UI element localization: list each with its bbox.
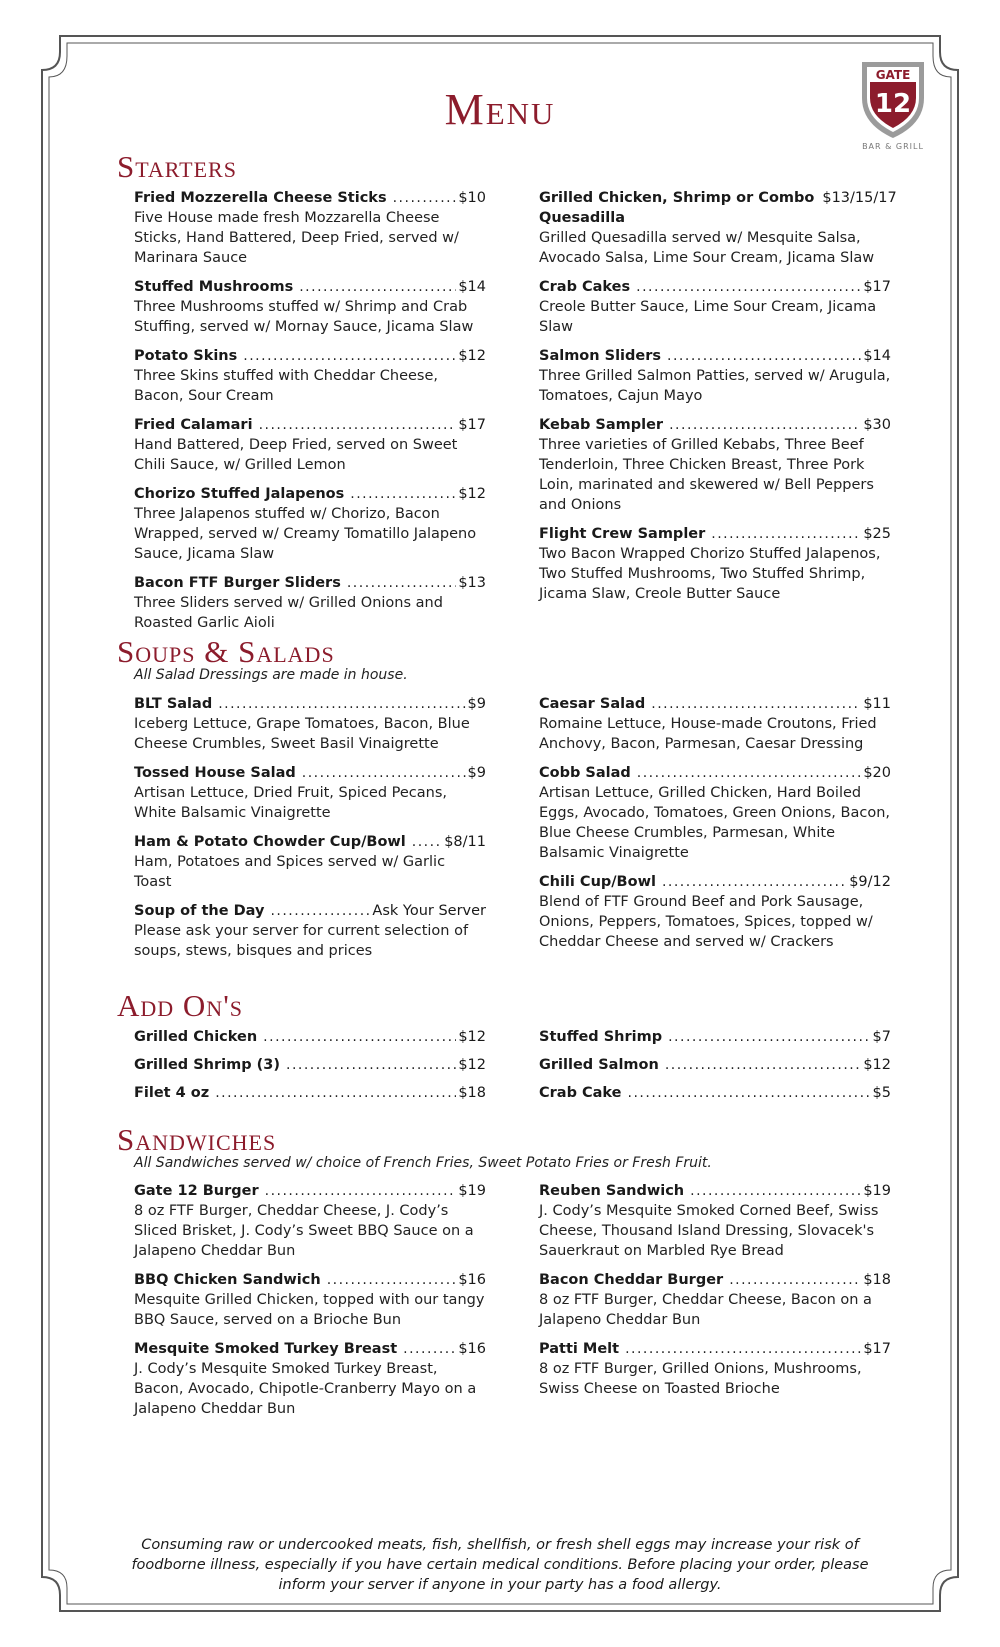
- allergy-disclaimer: Consuming raw or undercooked meats, fish, shellfish, or fresh shell eggs may increase your risk of foodborne illness, especially if you have certain medical conditions. Before placing your order, please inform your server if anyone in your party has a food allergy.: [131, 1537, 869, 1593]
- menu-item-price: $12: [458, 1029, 486, 1045]
- menu-item-header: [134, 1083, 486, 1103]
- menu-item-name: Tossed House Salad: [134, 765, 296, 781]
- menu-item-header: [134, 1270, 486, 1290]
- dot-leader: [393, 188, 457, 208]
- menu-item-price: $16: [458, 1341, 486, 1357]
- menu-item-name: Flight Crew Sampler: [539, 526, 706, 542]
- menu-item-name: Grilled Salmon: [539, 1057, 659, 1073]
- dot-leader: [299, 277, 456, 297]
- menu-item: [134, 415, 486, 475]
- menu-item-name: Mesquite Smoked Turkey Breast: [134, 1341, 398, 1357]
- menu-item-price: $19: [863, 1183, 891, 1199]
- menu-item-description: Please ask your server for current selection of soups, stews, bisques and prices: [134, 923, 469, 959]
- menu-item: [134, 346, 486, 406]
- menu-item-name: Fried Mozzerella Cheese Sticks: [134, 190, 387, 206]
- menu-item-price: $17: [863, 1341, 891, 1357]
- dot-leader: [668, 1027, 870, 1047]
- menu-item-price: $11: [863, 696, 891, 712]
- dot-leader: [270, 901, 370, 921]
- menu-item-price: $17: [863, 279, 891, 295]
- add-ons-title: Add On's: [117, 988, 244, 1023]
- dot-leader: [263, 1027, 456, 1047]
- menu-item-price: $10: [458, 190, 486, 206]
- dot-leader: [302, 763, 466, 783]
- menu-item-description: Ham, Potatoes and Spices served w/ Garlic Toast: [134, 854, 446, 890]
- menu-item-price: $19: [458, 1183, 486, 1199]
- logo-subtitle: BAR & GRILL: [862, 142, 924, 151]
- dot-leader: [669, 415, 861, 435]
- menu-item-description: Creole Butter Sauce, Lime Sour Cream, Jicama Slaw: [539, 299, 877, 335]
- dot-leader: [625, 1339, 861, 1359]
- menu-item-price: $5: [872, 1085, 891, 1101]
- menu-item: [134, 277, 486, 337]
- menu-item-header: [134, 415, 486, 435]
- soups-salads-title: Soups & Salads: [117, 634, 335, 669]
- menu-item-header: [539, 415, 891, 435]
- menu-item-price: $20: [863, 765, 891, 781]
- menu-item-description: Artisan Lettuce, Dried Fruit, Spiced Pecans, White Balsamic Vinaigrette: [134, 785, 448, 821]
- menu-item-description: Three Skins stuffed with Cheddar Cheese, Bacon, Sour Cream: [134, 368, 438, 404]
- menu-item-name: Ham & Potato Chowder Cup/Bowl: [134, 834, 406, 850]
- menu-item-name: Reuben Sandwich: [539, 1183, 685, 1199]
- dot-leader: [403, 1339, 456, 1359]
- menu-item-header: [539, 524, 891, 544]
- menu-item-description: Artisan Lettuce, Grilled Chicken, Hard Boiled Eggs, Avocado, Tomatoes, Green Onions, Bacon, Blue Cheese Crumbles, Parmesan, White Balsamic Vinaigrette: [539, 785, 891, 861]
- menu-item-header: [539, 1027, 891, 1047]
- menu-item-header: [539, 694, 891, 714]
- menu-item-header: [539, 277, 891, 297]
- menu-item-name: Salmon Sliders: [539, 348, 662, 364]
- menu-item: [134, 1339, 486, 1419]
- soups-right-column: [539, 694, 891, 961]
- menu-item: [539, 872, 891, 952]
- menu-item: [539, 415, 891, 515]
- menu-item-description: Five House made fresh Mozzarella Cheese Sticks, Hand Battered, Deep Fried, served w/ Marinara Sauce: [134, 210, 459, 266]
- menu-item: [134, 694, 486, 754]
- menu-item-price: $8/11: [444, 834, 486, 850]
- menu-item-header: [134, 1181, 486, 1201]
- menu-item-header: [134, 484, 486, 504]
- menu-item-header: [539, 872, 891, 892]
- dot-leader: [711, 524, 861, 544]
- menu-item-header: [134, 763, 486, 783]
- menu-item-name: Grilled Chicken, Shrimp or Combo: [539, 190, 815, 206]
- menu-item-header: [134, 694, 486, 714]
- dot-leader: [286, 1055, 456, 1075]
- menu-item-price: $9: [467, 696, 486, 712]
- sandwiches-right-column: [539, 1181, 891, 1408]
- menu-item-name: BBQ Chicken Sandwich: [134, 1272, 321, 1288]
- menu-item-name: Patti Melt: [539, 1341, 620, 1357]
- menu-item-header: [134, 832, 486, 852]
- menu-item-name: Stuffed Shrimp: [539, 1029, 663, 1045]
- menu-item: [539, 1339, 891, 1399]
- menu-item-description: Two Bacon Wrapped Chorizo Stuffed Jalapenos, Two Stuffed Mushrooms, Two Stuffed Shrimp, Jicama Slaw, Creole Butter Sauce: [539, 546, 881, 602]
- menu-item-name: BLT Salad: [134, 696, 213, 712]
- menu-item-header: [539, 188, 897, 208]
- menu-item-name: Potato Skins: [134, 348, 238, 364]
- menu-item-name: Grilled Shrimp (3): [134, 1057, 280, 1073]
- menu-item-description: Hand Battered, Deep Fried, served on Sweet Chili Sauce, w/ Grilled Lemon: [134, 437, 458, 473]
- dot-leader: [347, 573, 456, 593]
- menu-item-description: Three Jalapenos stuffed w/ Chorizo, Bacon Wrapped, served w/ Creamy Tomatillo Jalapeno Sauce, Jicama Slaw: [134, 506, 477, 562]
- menu-item-price: $12: [863, 1057, 891, 1073]
- menu-item-header: [539, 1270, 891, 1290]
- menu-item-name: Bacon Cheddar Burger: [539, 1272, 724, 1288]
- menu-item-price: $18: [458, 1085, 486, 1101]
- menu-item-price: $14: [863, 348, 891, 364]
- starters-right-column: [539, 188, 897, 613]
- dot-leader: [690, 1181, 861, 1201]
- menu-item-description: J. Cody’s Mesquite Smoked Corned Beef, Swiss Cheese, Thousand Island Dressing, Slovacek's Sauerkraut on Marbled Rye Bread: [539, 1203, 879, 1259]
- menu-item-header: [134, 277, 486, 297]
- menu-item-name-line2: Quesadilla: [539, 210, 625, 226]
- menu-item-header: [134, 1027, 486, 1047]
- logo-gate-text: GATE: [875, 68, 911, 82]
- menu-item-price: $9: [467, 765, 486, 781]
- menu-item-price: $14: [458, 279, 486, 295]
- sandwiches-left-column: [134, 1181, 486, 1428]
- menu-item: [539, 1181, 891, 1261]
- menu-item-description: Blend of FTF Ground Beef and Pork Sausage, Onions, Peppers, Tomatoes, Spices, topped w/ Cheddar Cheese and served w/ Crackers: [539, 894, 873, 950]
- menu-item-header: [539, 763, 891, 783]
- soups-salads-note: All Salad Dressings are made in house.: [134, 667, 408, 683]
- menu-item-description: 8 oz FTF Burger, Cheddar Cheese, Bacon on a Jalapeno Cheddar Bun: [539, 1292, 872, 1328]
- menu-item-header: [539, 1339, 891, 1359]
- menu-item-name: Kebab Sampler: [539, 417, 664, 433]
- menu-item: [539, 524, 891, 604]
- menu-item-price: $9/12: [849, 874, 891, 890]
- menu-item-price: $18: [863, 1272, 891, 1288]
- menu-item-name: Crab Cake: [539, 1085, 622, 1101]
- menu-item: [539, 1027, 891, 1047]
- dot-leader: [327, 1270, 457, 1290]
- menu-item: [539, 188, 897, 268]
- starters-title: Starters: [117, 149, 237, 184]
- starters-left-column: [134, 188, 486, 642]
- menu-item: [134, 901, 486, 961]
- menu-item: [134, 1270, 486, 1330]
- menu-item-description: Iceberg Lettuce, Grape Tomatoes, Bacon, Blue Cheese Crumbles, Sweet Basil Vinaigrette: [134, 716, 470, 752]
- addons-right-column: [539, 1027, 891, 1111]
- menu-item-description: Romaine Lettuce, House-made Croutons, Fried Anchovy, Bacon, Parmesan, Caesar Dressing: [539, 716, 877, 752]
- menu-item-price: $12: [458, 486, 486, 502]
- menu-item-name: Cobb Salad: [539, 765, 631, 781]
- menu-item-description: 8 oz FTF Burger, Grilled Onions, Mushrooms, Swiss Cheese on Toasted Brioche: [539, 1361, 862, 1397]
- menu-item-header: [134, 188, 486, 208]
- menu-item: [134, 1027, 486, 1047]
- menu-item: [134, 1055, 486, 1075]
- menu-item-header: [134, 346, 486, 366]
- shield-icon: [858, 58, 928, 140]
- menu-item-header: [134, 573, 486, 593]
- dot-leader: [628, 1083, 871, 1103]
- dot-leader: [350, 484, 456, 504]
- menu-item-price: $12: [458, 348, 486, 364]
- menu-item-price: $13: [458, 575, 486, 591]
- menu-item-header: [539, 1083, 891, 1103]
- menu-item-description: Three Sliders served w/ Grilled Onions and Roasted Garlic Aioli: [134, 595, 443, 631]
- menu-item-name: Chorizo Stuffed Jalapenos: [134, 486, 345, 502]
- menu-item-header: [134, 1055, 486, 1075]
- soups-left-column: [134, 694, 486, 970]
- menu-item-description: Three Mushrooms stuffed w/ Shrimp and Crab Stuffing, served w/ Mornay Sauce, Jicama Slaw: [134, 299, 474, 335]
- dot-leader: [636, 277, 861, 297]
- dot-leader: [412, 832, 442, 852]
- dot-leader: [218, 694, 465, 714]
- dot-leader: [651, 694, 861, 714]
- menu-item: [539, 1055, 891, 1075]
- menu-item-name: Crab Cakes: [539, 279, 631, 295]
- menu-item-description: Three Grilled Salmon Patties, served w/ Arugula, Tomatoes, Cajun Mayo: [539, 368, 891, 404]
- menu-item: [539, 1270, 891, 1330]
- menu-item: [134, 188, 486, 268]
- sandwiches-title: Sandwiches: [117, 1122, 277, 1157]
- menu-item: [539, 346, 891, 406]
- menu-item-price: $12: [458, 1057, 486, 1073]
- gate-12-logo: [858, 58, 928, 158]
- dot-leader: [729, 1270, 861, 1290]
- sandwiches-note: All Sandwiches served w/ choice of French Fries, Sweet Potato Fries or Fresh Fruit.: [134, 1155, 712, 1171]
- menu-item-name: Caesar Salad: [539, 696, 646, 712]
- dot-leader: [667, 346, 861, 366]
- menu-item: [539, 763, 891, 863]
- menu-item: [134, 573, 486, 633]
- menu-item-header: [539, 1055, 891, 1075]
- menu-item-price: $30: [863, 417, 891, 433]
- menu-item-description: 8 oz FTF Burger, Cheddar Cheese, J. Cody’s Sliced Brisket, J. Cody’s Sweet BBQ Sauce on a Jalapeno Cheddar Bun: [134, 1203, 474, 1259]
- menu-item-name: Gate 12 Burger: [134, 1183, 259, 1199]
- addons-left-column: [134, 1027, 486, 1111]
- dot-leader: [637, 763, 862, 783]
- menu-item: [539, 694, 891, 754]
- menu-item-price: $7: [872, 1029, 891, 1045]
- dot-leader: [665, 1055, 861, 1075]
- menu-item-name: Stuffed Mushrooms: [134, 279, 294, 295]
- menu-item-name: Bacon FTF Burger Sliders: [134, 575, 341, 591]
- menu-item-price: $17: [458, 417, 486, 433]
- menu-item-name: Grilled Chicken: [134, 1029, 258, 1045]
- dot-leader: [662, 872, 847, 892]
- menu-item-name: Soup of the Day: [134, 903, 265, 919]
- menu-item-description: Grilled Quesadilla served w/ Mesquite Salsa, Avocado Salsa, Lime Sour Cream, Jicama Slaw: [539, 230, 875, 266]
- menu-item: [134, 1181, 486, 1261]
- menu-item-header: [539, 1181, 891, 1201]
- logo-number: 12: [874, 89, 912, 119]
- menu-item-header: [539, 346, 891, 366]
- menu-item: [539, 277, 891, 337]
- menu-item-description: Mesquite Grilled Chicken, topped with our tangy BBQ Sauce, served on a Brioche Bun: [134, 1292, 485, 1328]
- menu-item-name: Chili Cup/Bowl: [539, 874, 656, 890]
- menu-item-description: J. Cody’s Mesquite Smoked Turkey Breast, Bacon, Avocado, Chipotle-Cranberry Mayo on a Jalapeno Cheddar Bun: [134, 1361, 477, 1417]
- dot-leader: [243, 346, 456, 366]
- dot-leader: [259, 415, 457, 435]
- menu-item: [134, 832, 486, 892]
- menu-item-header: [134, 901, 486, 921]
- menu-item: [134, 763, 486, 823]
- menu-item: [539, 1083, 891, 1103]
- menu-item-price: $16: [458, 1272, 486, 1288]
- dot-leader: [265, 1181, 457, 1201]
- menu-title: Menu: [444, 85, 556, 134]
- menu-item-price: Ask Your Server: [372, 903, 486, 919]
- menu-item-name: Filet 4 oz: [134, 1085, 210, 1101]
- menu-item-price: $13/15/17: [822, 190, 897, 206]
- menu-item: [134, 484, 486, 564]
- menu-item-price: $25: [863, 526, 891, 542]
- dot-leader: [215, 1083, 456, 1103]
- menu-item-header: [134, 1339, 486, 1359]
- menu-item: [134, 1083, 486, 1103]
- menu-item-name: Fried Calamari: [134, 417, 253, 433]
- menu-item-description: Three varieties of Grilled Kebabs, Three Beef Tenderloin, Three Chicken Breast, Three Pork Loin, marinated and skewered w/ Bell Peppers and Onions: [539, 437, 874, 513]
